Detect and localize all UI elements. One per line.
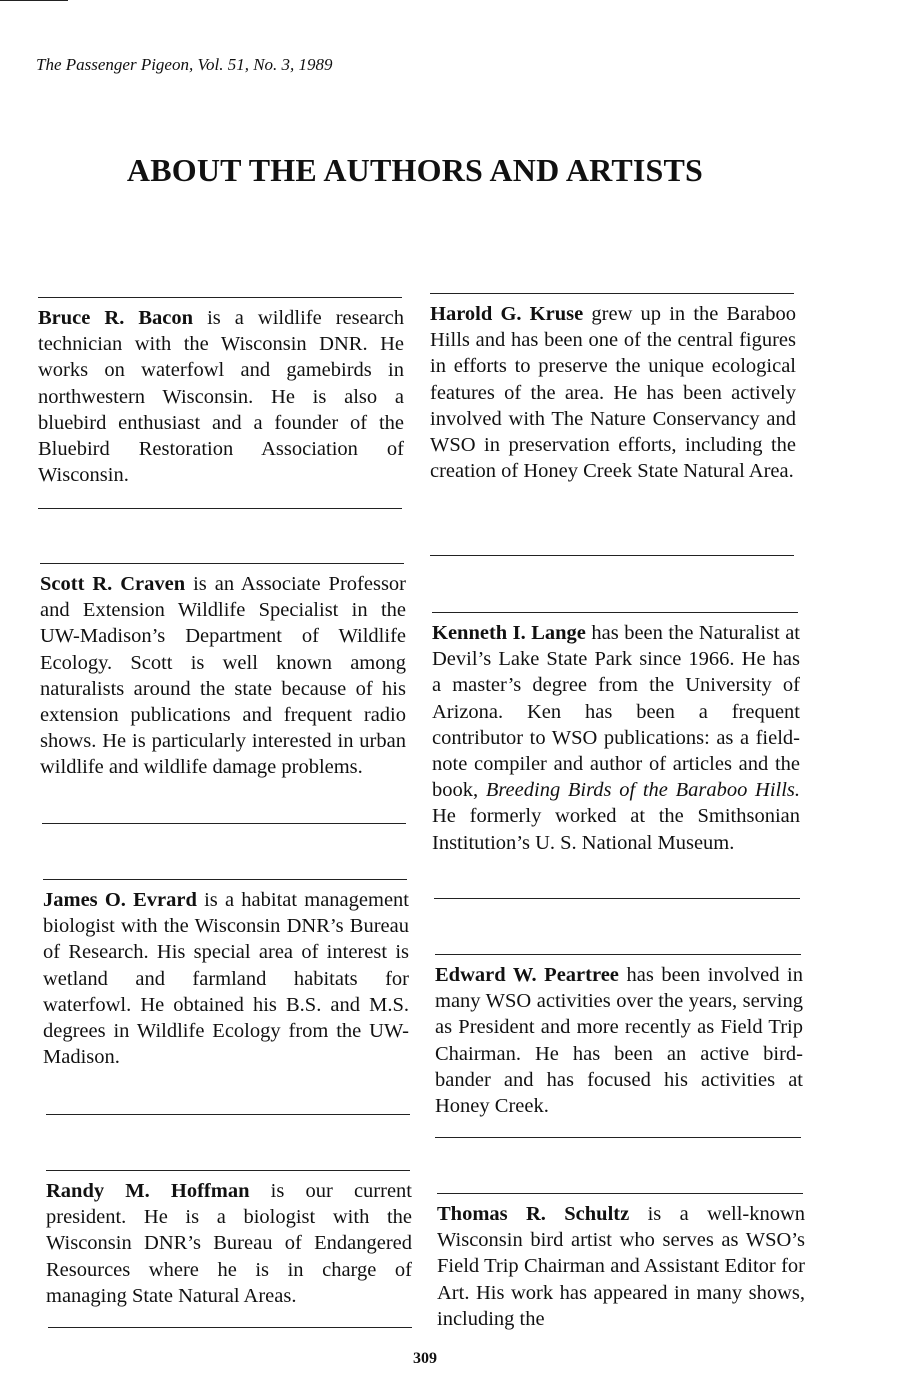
bio-text: is a wildlife research technician with the Wisconsin DNR. He works on waterfowl and gamebirds in northwestern Wisconsin. He is also a bluebird enthusiast and a founder of the Bluebird Restoration Association of Wisconsin. [38,307,405,487]
author-name: Harold G. Kruse [430,303,584,325]
corner-rule [0,0,68,1]
divider-rule [40,563,404,564]
bio-lange [432,620,800,856]
bio-text: has been involved in many WSO activities over the years, serving as President and more recently as Field Trip Chairman. He has been an active bird-bander and has focused his activities at Honey Creek. [435,964,803,1118]
divider-rule [437,1193,803,1194]
author-name: Scott R. Craven [40,573,186,595]
author-name: James O. Evrard [43,889,197,911]
divider-rule [46,1170,410,1171]
divider-rule [42,823,406,824]
divider-rule [43,879,407,880]
bio-craven [40,571,406,781]
journal-citation: The Passenger Pigeon, Vol. 51, No. 3, 1989 [36,55,333,74]
bio-text: is an Associate Professor and Extension Wildlife Specialist in the UW-Madison’s Department of Wildlife Ecology. Scott is well known among naturalists around the state because of his extension publications and frequent radio shows. He is particularly interested in urban wildlife and wildlife damage problems. [40,573,406,779]
bio-text: He formerly worked at the Smithsonian Institution’s U. S. National Museum. [432,805,800,854]
divider-rule [435,954,801,955]
bio-schultz [437,1201,805,1332]
bio-hoffman [46,1178,412,1309]
book-title: Breeding Birds of the Baraboo Hills. [485,779,801,802]
author-name: Randy M. Hoffman [46,1180,250,1202]
bio-text: is a habitat management biologist with the Wisconsin DNR’s Bureau of Research. His special area of interest is wetland and farmland habitats for waterfowl. He obtained his B.S. and M.S. degrees in Wildlife Ecology from the UW-Madison. [43,889,409,1069]
author-name: Edward W. Peartree [435,964,619,986]
divider-rule [434,898,800,899]
divider-rule [430,293,794,294]
bio-kruse [430,301,796,484]
bio-text: is our current president. He is a biologist with the Wisconsin DNR’s Bureau of Endangered Resources where he is in charge of managing State Natural Areas. [46,1180,412,1307]
page-number: 309 [413,1350,437,1367]
divider-rule [48,1327,412,1328]
bio-text: grew up in the Baraboo Hills and has been one of the central figures in efforts to preserve the unique ecological features of the area. He has been actively involved with The Nature Conservancy and WSO in preservation efforts, including the creation of Honey Creek State Natural Area. [430,303,796,483]
bio-bacon [38,305,404,488]
author-name: Thomas R. Schultz [437,1203,630,1225]
divider-rule [430,555,794,556]
bio-text: is a well-known Wisconsin bird artist who serves as WSO’s Field Trip Chairman and Assistant Editor for Art. His work has appeared in many shows, including the [437,1203,806,1330]
divider-rule [38,297,402,298]
bio-evrard [43,887,409,1070]
page-title: ABOUT THE AUTHORS AND ARTISTS [126,152,704,188]
bio-peartree [435,962,803,1119]
divider-rule [432,612,798,613]
author-name: Bruce R. Bacon [38,307,194,329]
author-name: Kenneth I. Lange [432,622,586,644]
divider-rule [46,1114,410,1115]
divider-rule [38,508,402,509]
bio-text: has been the Naturalist at Devil’s Lake State Park since 1966. He has a master’s degree from the University of Arizona. Ken has been a frequent contributor to WSO publications: as a field-note compiler and author of articles and the book, [432,622,801,802]
divider-rule [435,1137,801,1138]
